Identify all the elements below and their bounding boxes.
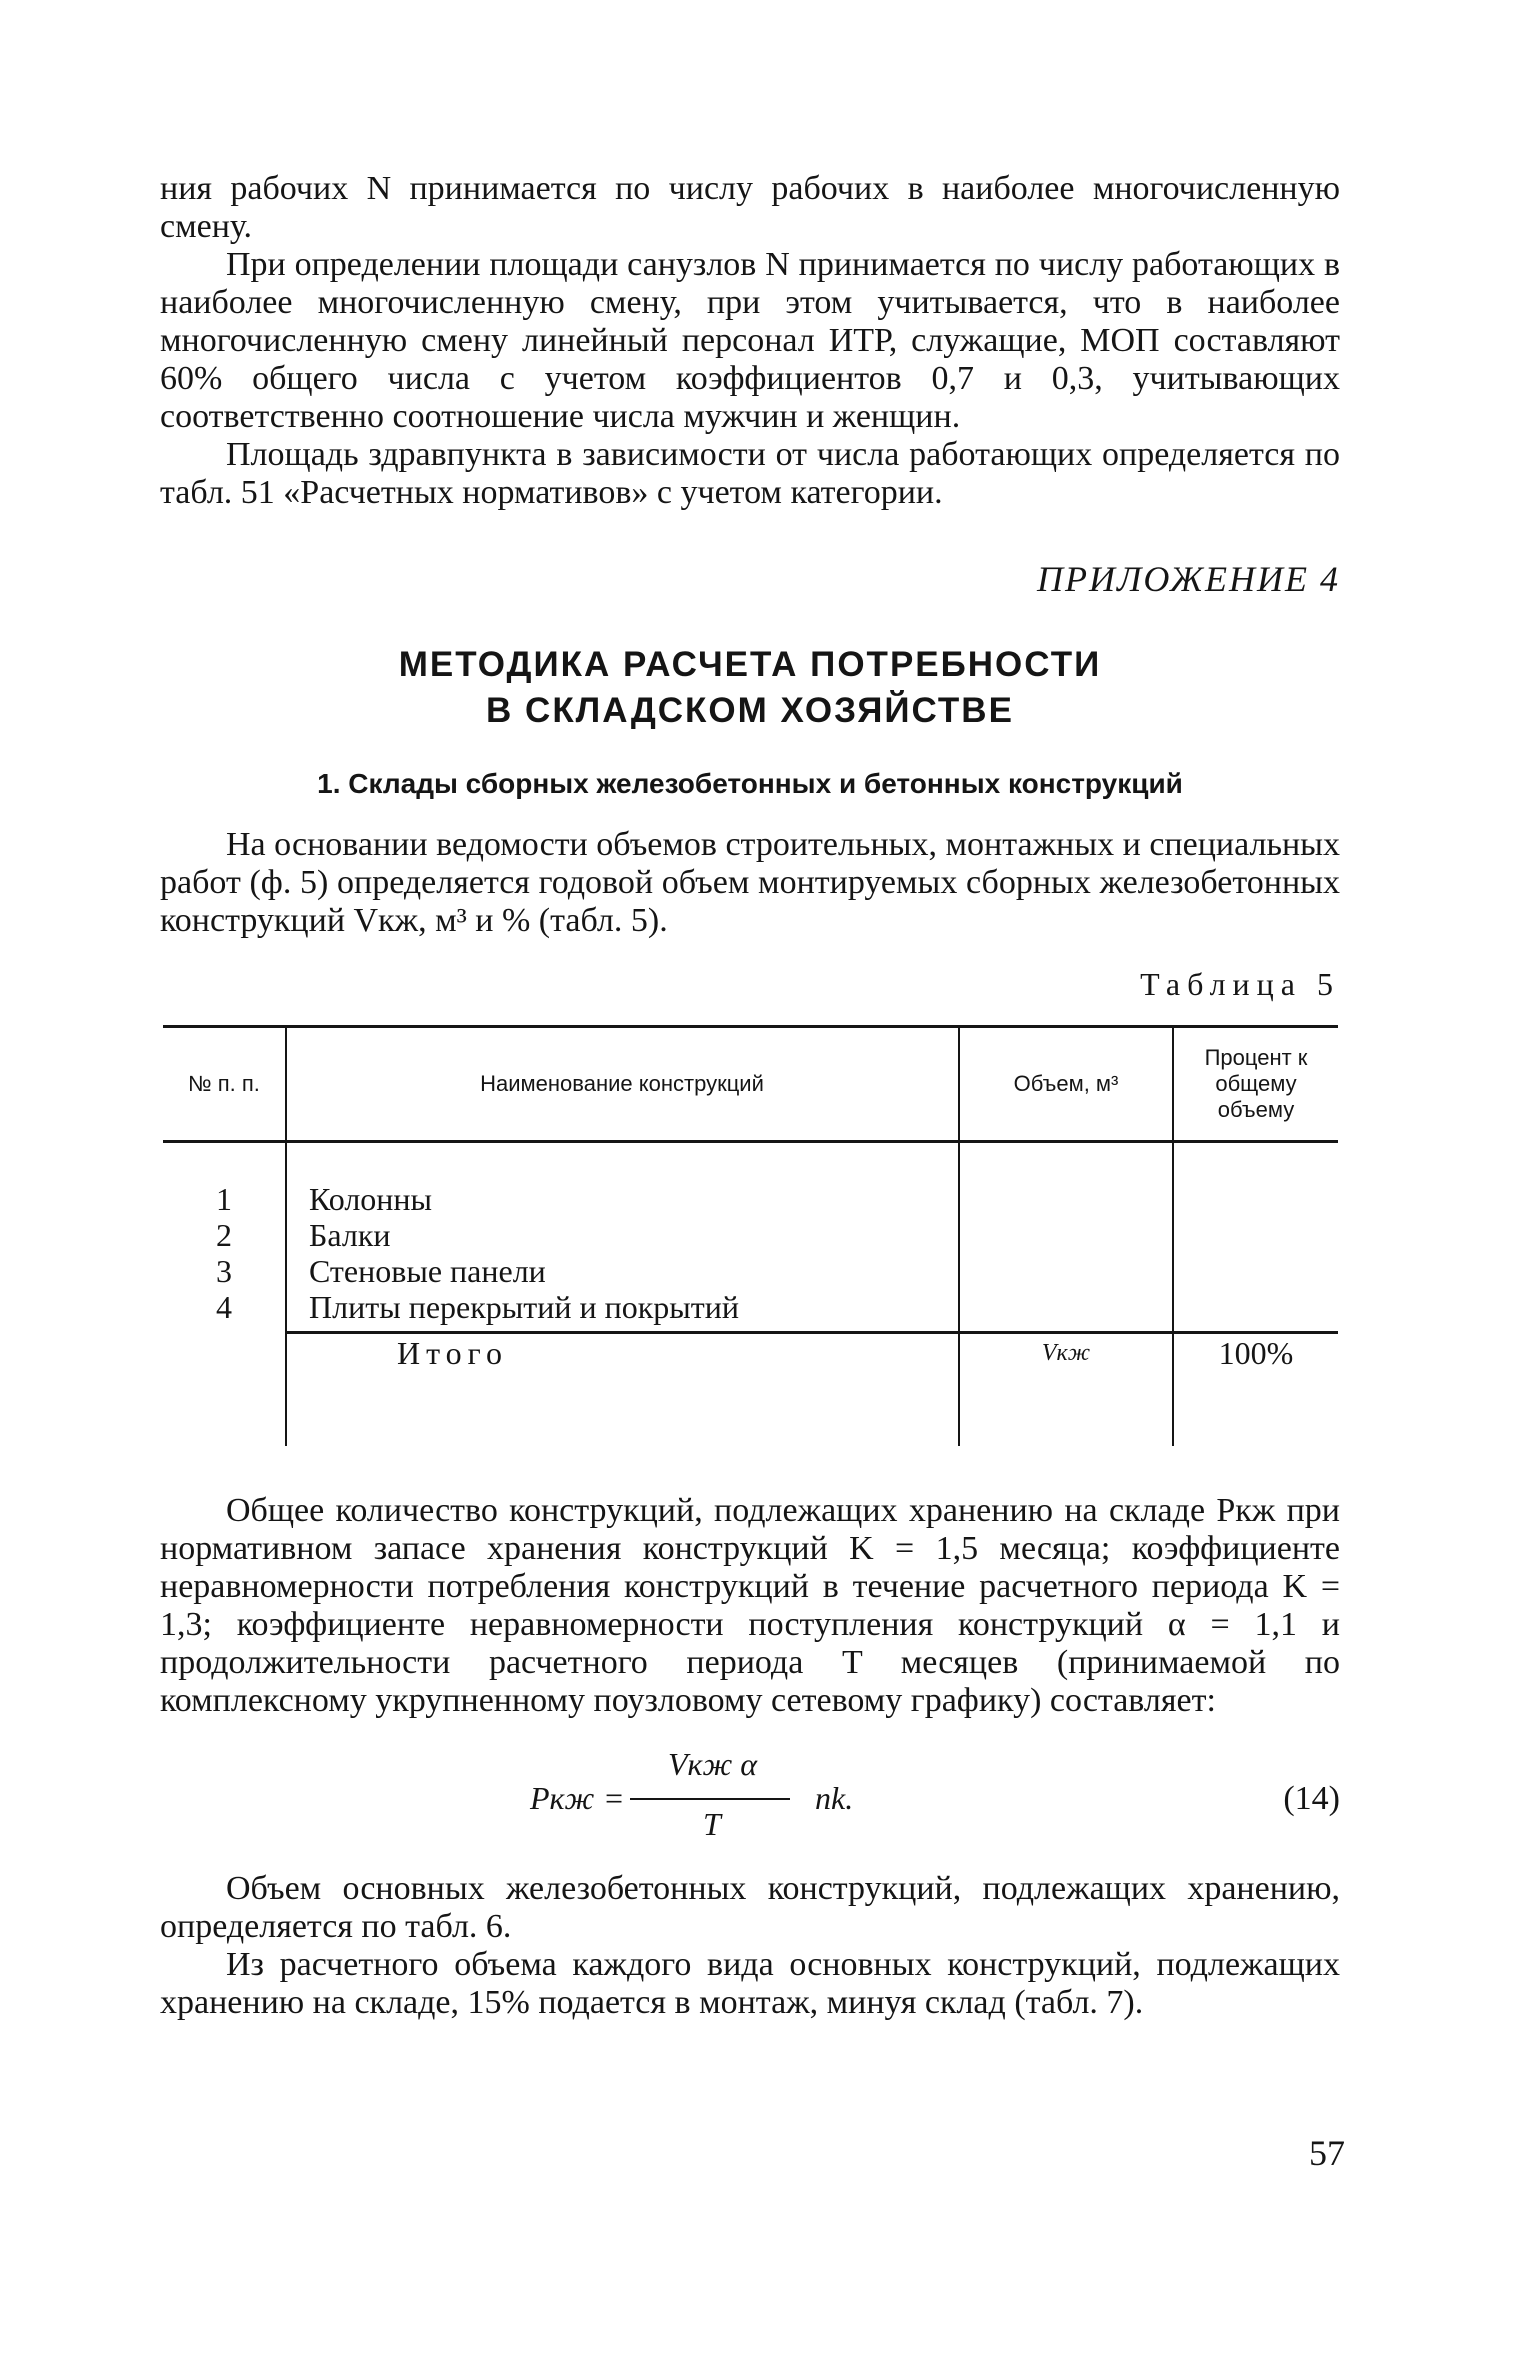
formula-numerator: Vкж α (668, 1746, 758, 1782)
total-label: Итого (286, 1333, 959, 1447)
names-cell (286, 1142, 959, 1333)
paragraph-5: Объем основных железобетонных конструкций, подлежащих хранению, определяется по табл. 6. (160, 1870, 1340, 1945)
title-line-2: В СКЛАДСКОМ ХОЗЯЙСТВЕ (486, 691, 1014, 730)
row-name: Стеновые панели (309, 1253, 546, 1289)
table-total-row (163, 1333, 1338, 1447)
paragraph-storage: Общее количество конструкций, подлежащих хранению на складе Pкж при нормативном запасе хранения конструкций K = 1,5 месяца; коэффициенте неравномерности потребления конструкций в течение расчетного периода K = 1,3; коэффициенте неравномерности поступления конструкций α = 1,1 и продолжительности расчетного периода T месяцев (принимаемой по комплексному укрупненному поузловому сетевому графику) составляет: (160, 1492, 1340, 1719)
table-header-row (163, 1027, 1338, 1142)
fraction-bar (630, 1798, 790, 1800)
section-title (160, 642, 1340, 734)
paragraph-2: При определении площади санузлов N принимается по числу работающих в наиболее многочисленную смену, при этом учитывается, что в наиболее многочисленную смену линейный персонал ИТР, служащие, МОП составляют 60% общего числа с учетом коэффициентов 0,7 и 0,3, учитывающих соответственно соотношение числа мужчин и женщин. (160, 246, 1340, 435)
row-number: 2 (216, 1217, 232, 1253)
row-name: Балки (309, 1217, 391, 1253)
header-volume: Объем, м³ (959, 1027, 1173, 1142)
formula-14 (160, 1746, 1340, 1856)
formula-equals: = (605, 1780, 624, 1816)
appendix-label: ПРИЛОЖЕНИЕ 4 (1037, 559, 1340, 599)
total-volume: Vкж (959, 1333, 1173, 1447)
paragraph-6: Из расчетного объема каждого вида основных конструкций, подлежащих хранению на складе, 15% подается в монтаж, минуя склад (табл. 7). (160, 1946, 1340, 2021)
header-name: Наименование конструкций (286, 1027, 959, 1142)
header-percent: Процент к общему объему (1173, 1027, 1338, 1142)
volume-cell (959, 1142, 1173, 1333)
formula-factor: nk. (815, 1780, 854, 1816)
header-number: № п. п. (163, 1027, 286, 1142)
total-percent: 100% (1173, 1333, 1338, 1447)
total-empty-cell (163, 1333, 286, 1447)
paragraph-3: Площадь здравпункта в зависимости от числа работающих определяется по табл. 51 «Расчетных нормативов» с учетом категории. (160, 436, 1340, 511)
row-number: 4 (216, 1289, 232, 1325)
formula-number: (14) (1283, 1780, 1340, 1817)
formula-lhs: Pкж (530, 1780, 595, 1816)
subsection-heading: 1. Склады сборных железобетонных и бетонных конструкций (317, 768, 1183, 799)
row-name: Колонны (309, 1181, 433, 1217)
paragraph-1: ния рабочих N принимается по числу рабочих в наиболее многочисленную смену. (160, 170, 1340, 245)
numbers-cell (163, 1142, 286, 1333)
row-name: Плиты перекрытий и покрытий (309, 1289, 740, 1325)
paragraph-intro: На основании ведомости объемов строительных, монтажных и специальных работ (ф. 5) определяется годовой объем монтируемых сборных железобетонных конструкций Vкж, м³ и % (табл. 5). (160, 826, 1340, 939)
row-number: 3 (216, 1253, 232, 1289)
page-number: 57 (1309, 2133, 1345, 2173)
page-body (160, 170, 1340, 2022)
percent-cell (1173, 1142, 1338, 1333)
table-row-group (163, 1142, 1338, 1333)
table-5 (163, 1025, 1338, 1446)
row-number: 1 (216, 1181, 232, 1217)
title-line-1: МЕТОДИКА РАСЧЕТА ПОТРЕБНОСТИ (398, 645, 1102, 684)
formula-denominator: T (703, 1806, 721, 1842)
table-caption: Таблица 5 (1140, 966, 1340, 1002)
